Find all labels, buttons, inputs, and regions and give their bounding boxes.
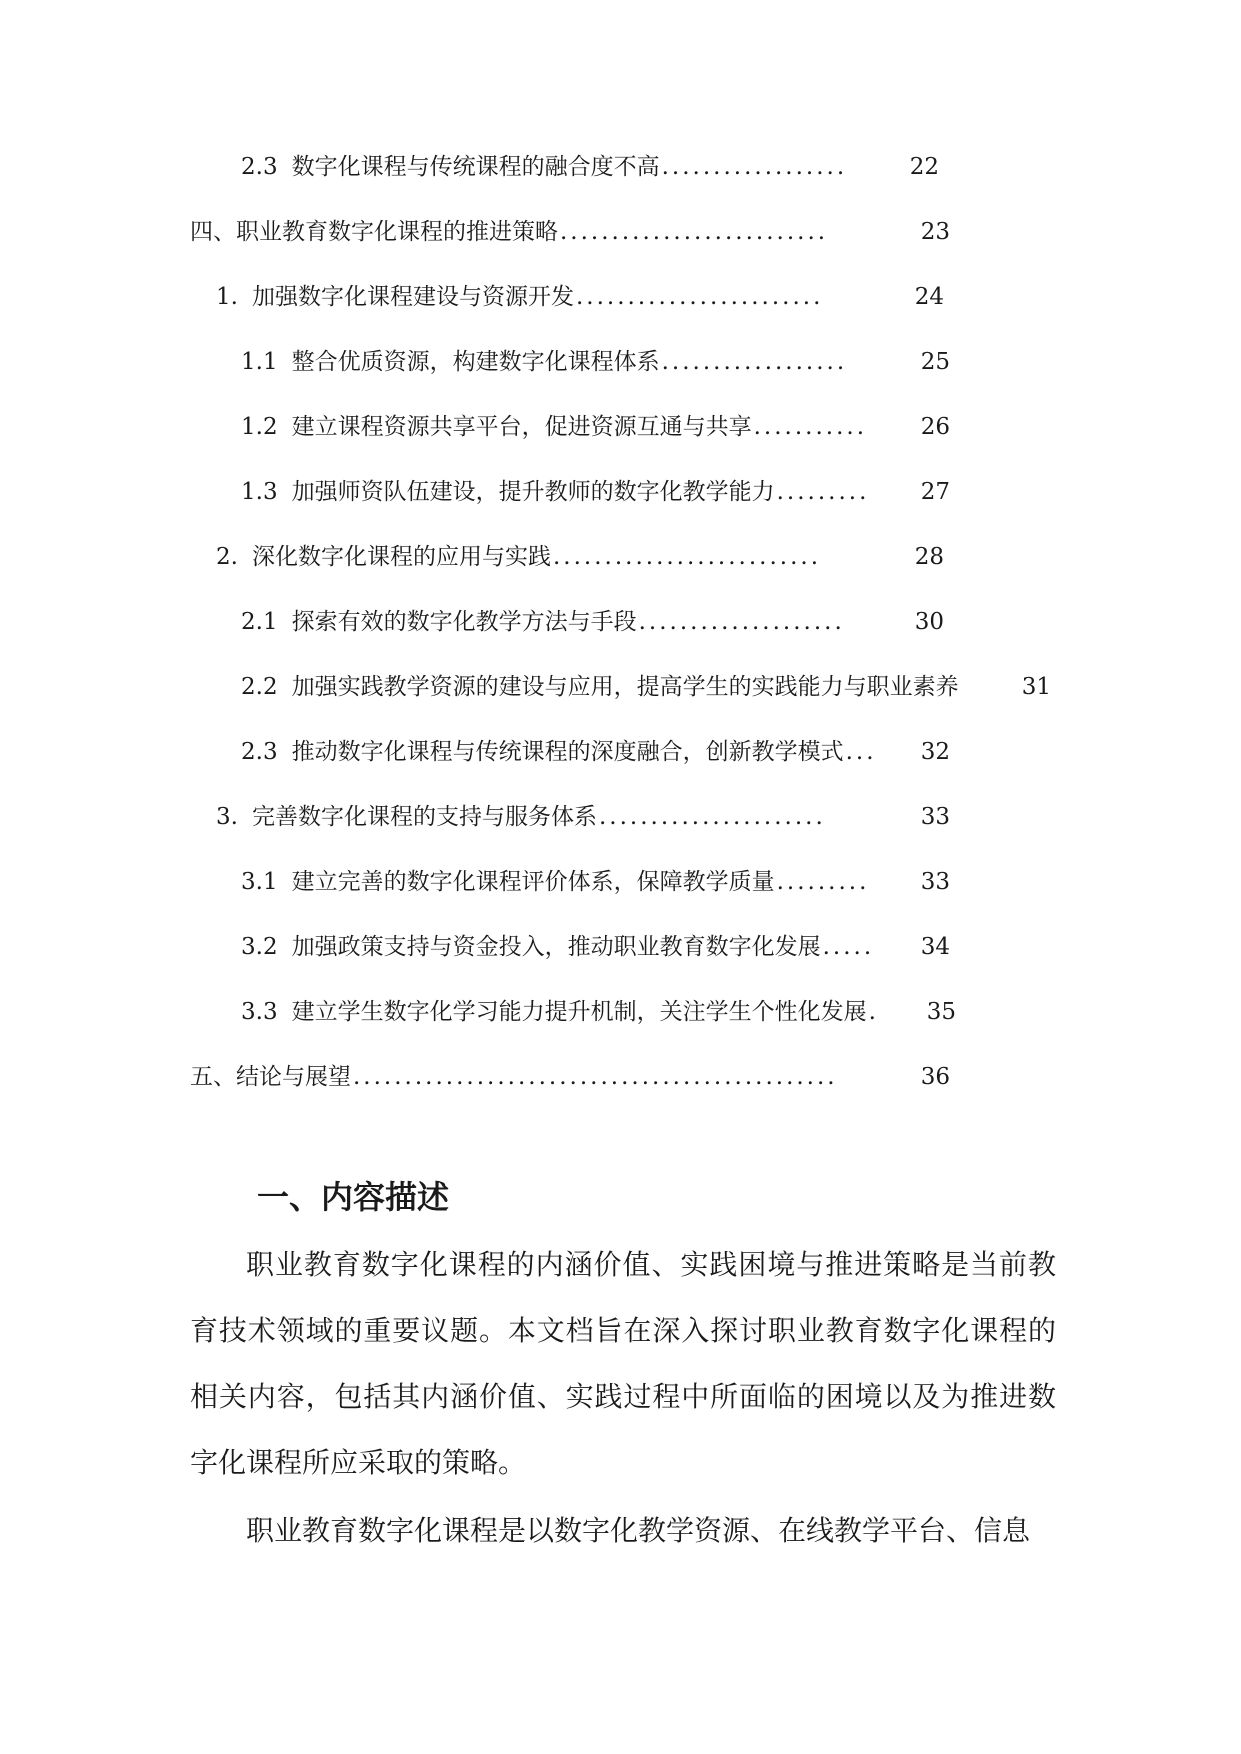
toc-entry-page: 22: [909, 154, 939, 180]
toc-entry[interactable]: [190, 1062, 950, 1092]
toc-entry-title: 建立完善的数字化课程评价体系，保障教学质量: [291, 869, 775, 895]
toc-entry-page: 25: [920, 349, 950, 375]
toc-entry-title: 深化数字化课程的应用与实践: [251, 544, 551, 570]
toc-entry-title: 数字化课程与传统课程的融合度不高: [291, 154, 660, 180]
toc-entry-title: 五、结论与展望: [190, 1064, 351, 1090]
toc-entry-leader: ......................: [598, 804, 826, 830]
toc-entry-page: 33: [920, 869, 950, 895]
toc-entry[interactable]: [216, 542, 944, 572]
toc-entry-page: 23: [920, 219, 950, 245]
toc-entry-number: 3.: [216, 804, 238, 830]
toc-entry-leader: ..........................: [552, 544, 822, 570]
toc-entry-title: 整合优质资源，构建数字化课程体系: [291, 349, 660, 375]
toc-entry-number: 1.: [216, 284, 238, 310]
toc-entry-leader: ........................: [575, 284, 824, 310]
toc-entry-page: 26: [920, 414, 950, 440]
toc-entry-title: 建立课程资源共享平台，促进资源互通与共享: [291, 414, 752, 440]
toc-entry-number: 2.: [216, 544, 238, 570]
toc-entry[interactable]: [241, 997, 956, 1027]
toc-entry[interactable]: [241, 607, 944, 637]
toc-entry-page: 31: [1021, 674, 1051, 700]
toc-entry[interactable]: [241, 932, 950, 962]
toc-entry[interactable]: [241, 867, 950, 897]
toc-entry-leader: ....................: [638, 609, 845, 635]
toc-entry-leader: ..................: [661, 154, 848, 180]
toc-entry-leader: .: [868, 999, 879, 1025]
toc-entry-title: 探索有效的数字化教学方法与手段: [291, 609, 637, 635]
body-paragraph: 职业教育数字化课程是以数字化教学资源、在线教学平台、信息: [246, 1514, 1031, 1547]
toc-entry-title: 加强师资队伍建设，提升教师的数字化教学能力: [291, 479, 775, 505]
toc-entry-leader: .....: [822, 934, 875, 960]
toc-entry-number: 3.3: [241, 999, 278, 1025]
toc-entry[interactable]: [216, 802, 950, 832]
toc-entry[interactable]: [216, 282, 944, 312]
toc-entry-page: 30: [914, 609, 944, 635]
toc-entry-page: 28: [914, 544, 944, 570]
toc-entry-page: 33: [920, 804, 950, 830]
toc-entry-number: 3.1: [241, 869, 278, 895]
toc-entry-leader: ..................: [661, 349, 848, 375]
toc-entry-page: 34: [920, 934, 950, 960]
toc-entry-title: 加强数字化课程建设与资源开发: [251, 284, 574, 310]
toc-entry[interactable]: [241, 347, 950, 377]
toc-entry-number: 2.3: [241, 154, 278, 180]
toc-entry-number: 3.2: [241, 934, 278, 960]
toc-entry-page: 27: [920, 479, 950, 505]
toc-entry-number: 1.2: [241, 414, 278, 440]
toc-entry-leader: ...............................................: [353, 1064, 838, 1090]
toc-entry-page: 32: [920, 739, 950, 765]
toc-entry[interactable]: [241, 672, 1051, 702]
toc-entry[interactable]: [241, 152, 939, 182]
toc-entry-title: 完善数字化课程的支持与服务体系: [251, 804, 597, 830]
toc-entry-leader: ...........: [753, 414, 867, 440]
toc-entry-title: 四、职业教育数字化课程的推进策略: [190, 219, 558, 245]
toc-entry-title: 推动数字化课程与传统课程的深度融合，创新教学模式: [291, 739, 844, 765]
toc-entry-number: 1.1: [241, 349, 278, 375]
toc-entry-page: 36: [920, 1064, 950, 1090]
toc-entry-page: 35: [926, 999, 956, 1025]
toc-entry[interactable]: [241, 477, 950, 507]
toc-entry-leader: ...: [845, 739, 877, 765]
toc-entry-leader: .........: [776, 479, 870, 505]
toc-entry-page: 24: [914, 284, 944, 310]
toc-entry-number: 1.3: [241, 479, 278, 505]
toc-entry[interactable]: [190, 217, 950, 247]
toc-entry-title: 加强政策支持与资金投入，推动职业教育数字化发展: [291, 934, 821, 960]
toc-entry[interactable]: [241, 412, 950, 442]
toc-entry-number: 2.2: [241, 674, 278, 700]
section-heading: 一、内容描述: [257, 1178, 450, 1217]
toc-entry-title: 加强实践教学资源的建设与应用，提高学生的实践能力与职业素养: [291, 674, 959, 700]
toc-entry-leader: .........: [776, 869, 870, 895]
toc-entry[interactable]: [241, 737, 950, 767]
toc-entry-number: 2.1: [241, 609, 278, 635]
body-paragraph: 职业教育数字化课程的内涵价值、实践困境与推进策略是当前教育技术领域的重要议题。本文档旨在深入探讨职业教育数字化课程的相关内容，包括其内涵价值、实践过程中所面临的困境以及为推进数字化课程所应采取的策略。: [190, 1248, 1056, 1479]
toc-entry-number: 2.3: [241, 739, 278, 765]
toc-entry-title: 建立学生数字化学习能力提升机制，关注学生个性化发展: [291, 999, 867, 1025]
toc-entry-leader: ..........................: [560, 219, 829, 245]
